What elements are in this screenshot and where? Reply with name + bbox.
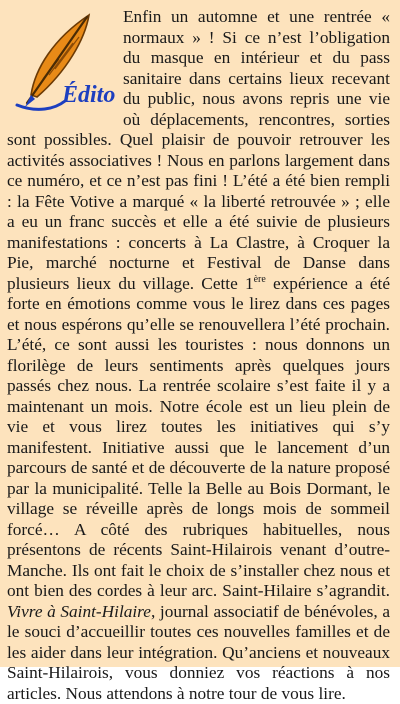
edito-superscript: ère [253,273,266,285]
edito-text-part1: Enfin un automne et une rentrée « normaux » ! Si ce n’est l’obligation du masque en intérieur et du pass sanitaire dans certains lieux recevant du public, nous avons repris une vie où déplacements, rencontres, sorties sont possibles. Quel plaisir de pouvoir retrouver les activités associatives ! Nous en parlons largement dans ce numéro, et ce n’est pas fini ! L’été a été bien rempli : la Fête Votive a marqué « la liberté retrouvée » ; elle a eu un franc succès et elle a été suivie de plusieurs manifestations : concerts à La Clastre, à Croquer la Pie, marché nocturne et Festival de Danse dans plusieurs lieux du village. Cette 1 [7,7,390,293]
journal-title: Vivre à Saint-Hilaire [7,601,151,621]
edito-badge [7,9,117,119]
edito-heading: Édito [62,82,116,108]
edito-text-part3: , journal associatif de bénévoles, a le souci d’accueillir toutes ces nouvelles familles et de les aider dans leur intégration. Qu’anciens et nouveaux Saint-Hilairois, vous donniez vos réactions à nos articles. Nous attendons à notre tour de vous lire. [7,601,390,703]
edito-text-part2: expérience a été forte en émotions comme vous le lirez dans ces pages et nous espérons qu’elle se renouvellera l’été prochain. L’été, ce sont aussi les touristes : nous donnons un florilège de leurs sentiments après quelques jours passés chez nous. La rentrée scolaire s’est faite il y a maintenant un mois. Notre école est un lieu plein de vie et vous lirez toutes les initiatives qui s’y manifestent. Initiative aussi que le lancement d’un parcours de santé et de découverte de la nature proposé par la municipalité. Telle la Belle au Bois Dormant, le village se réveille après de longs mois de sommeil forcé… A côté des rubriques habituelles, nous présentons de récents Saint-Hilairois venant d’outre-Manche. Ils ont fait le choix de s’installer chez nous et ont bien des cordes à leur arc. Saint-Hilaire s’agrandit. [7,273,390,600]
